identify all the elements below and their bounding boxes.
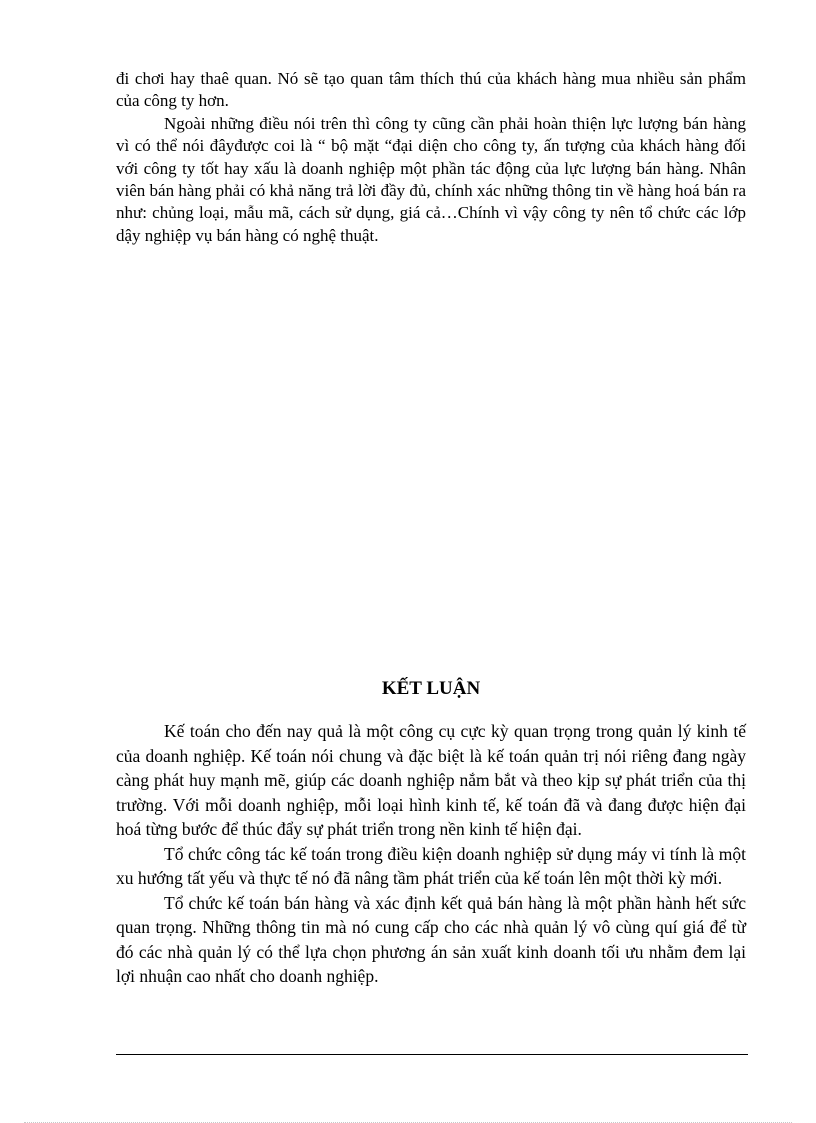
conclusion-heading: KẾT LUẬN xyxy=(381,678,481,699)
conclusion-paragraph-3: Tổ chức kế toán bán hàng và xác định kết quả bán hàng là một phần hành hết sức quan trọng. Những thông tin mà nó cung cấp cho các nhà quản lý vô cùng quí giá để từ đó các nhà quản lý có thể lựa chọn phương án sản xuất kinh doanh tối ưu nhằm đem lại lợi nhuận cao nhất cho doanh nghiệp. xyxy=(116,892,746,986)
conclusion-paragraph-1: Kế toán cho đến nay quả là một công cụ cực kỳ quan trọng trong quản lý kinh tế của doanh nghiệp. Kế toán nói chung và đặc biệt là kế toán quản trị nói riêng đang ngày càng phát huy mạnh mẽ, giúp các doanh nghiệp nắm bắt và theo kịp sự phát triển của thị trường. Với mỗi doanh nghiệp, mỗi loại hình kinh tế, kế toán đã và đang được hiện đại hoá từng bước để thúc đẩy sự phát triển trong nền kinh tế hiện đại. xyxy=(116,721,746,839)
top-text-section xyxy=(116,68,746,247)
sales-force-paragraph: Ngoài những điều nói trên thì công ty cũng cần phải hoàn thiện lực lượng bán hàng vì có thể nói đâyđược coi là “ bộ mặt “đại diện cho công ty, ấn tượng của khách hàng đối với công ty tốt hay xấu là doanh nghiệp một phần tác động của lực lượng bán hàng. Nhân viên bán hàng phải có khả năng trả lời đầy đủ, chính xác những thông tin về hàng hoá bán ra như: chủng loại, mẫu mã, cách sử dụng, giá cả…Chính vì vậy công ty nên tổ chức các lớp dậy nghiệp vụ bán hàng có nghệ thuật. xyxy=(116,113,746,245)
conclusion-paragraph-2: Tổ chức công tác kế toán trong điều kiện doanh nghiệp sử dụng máy vi tính là một xu hướng tất yếu và thực tế nó đã nâng tầm phát triển của kế toán lên một thời kỳ mới. xyxy=(116,843,746,888)
bottom-divider xyxy=(116,1054,748,1055)
continuation-paragraph: đi chơi hay thaê quan. Nó sẽ tạo quan tâm thích thú của khách hàng mua nhiều sản phẩm của công ty hơn. xyxy=(116,69,746,111)
conclusion-body xyxy=(116,719,746,989)
